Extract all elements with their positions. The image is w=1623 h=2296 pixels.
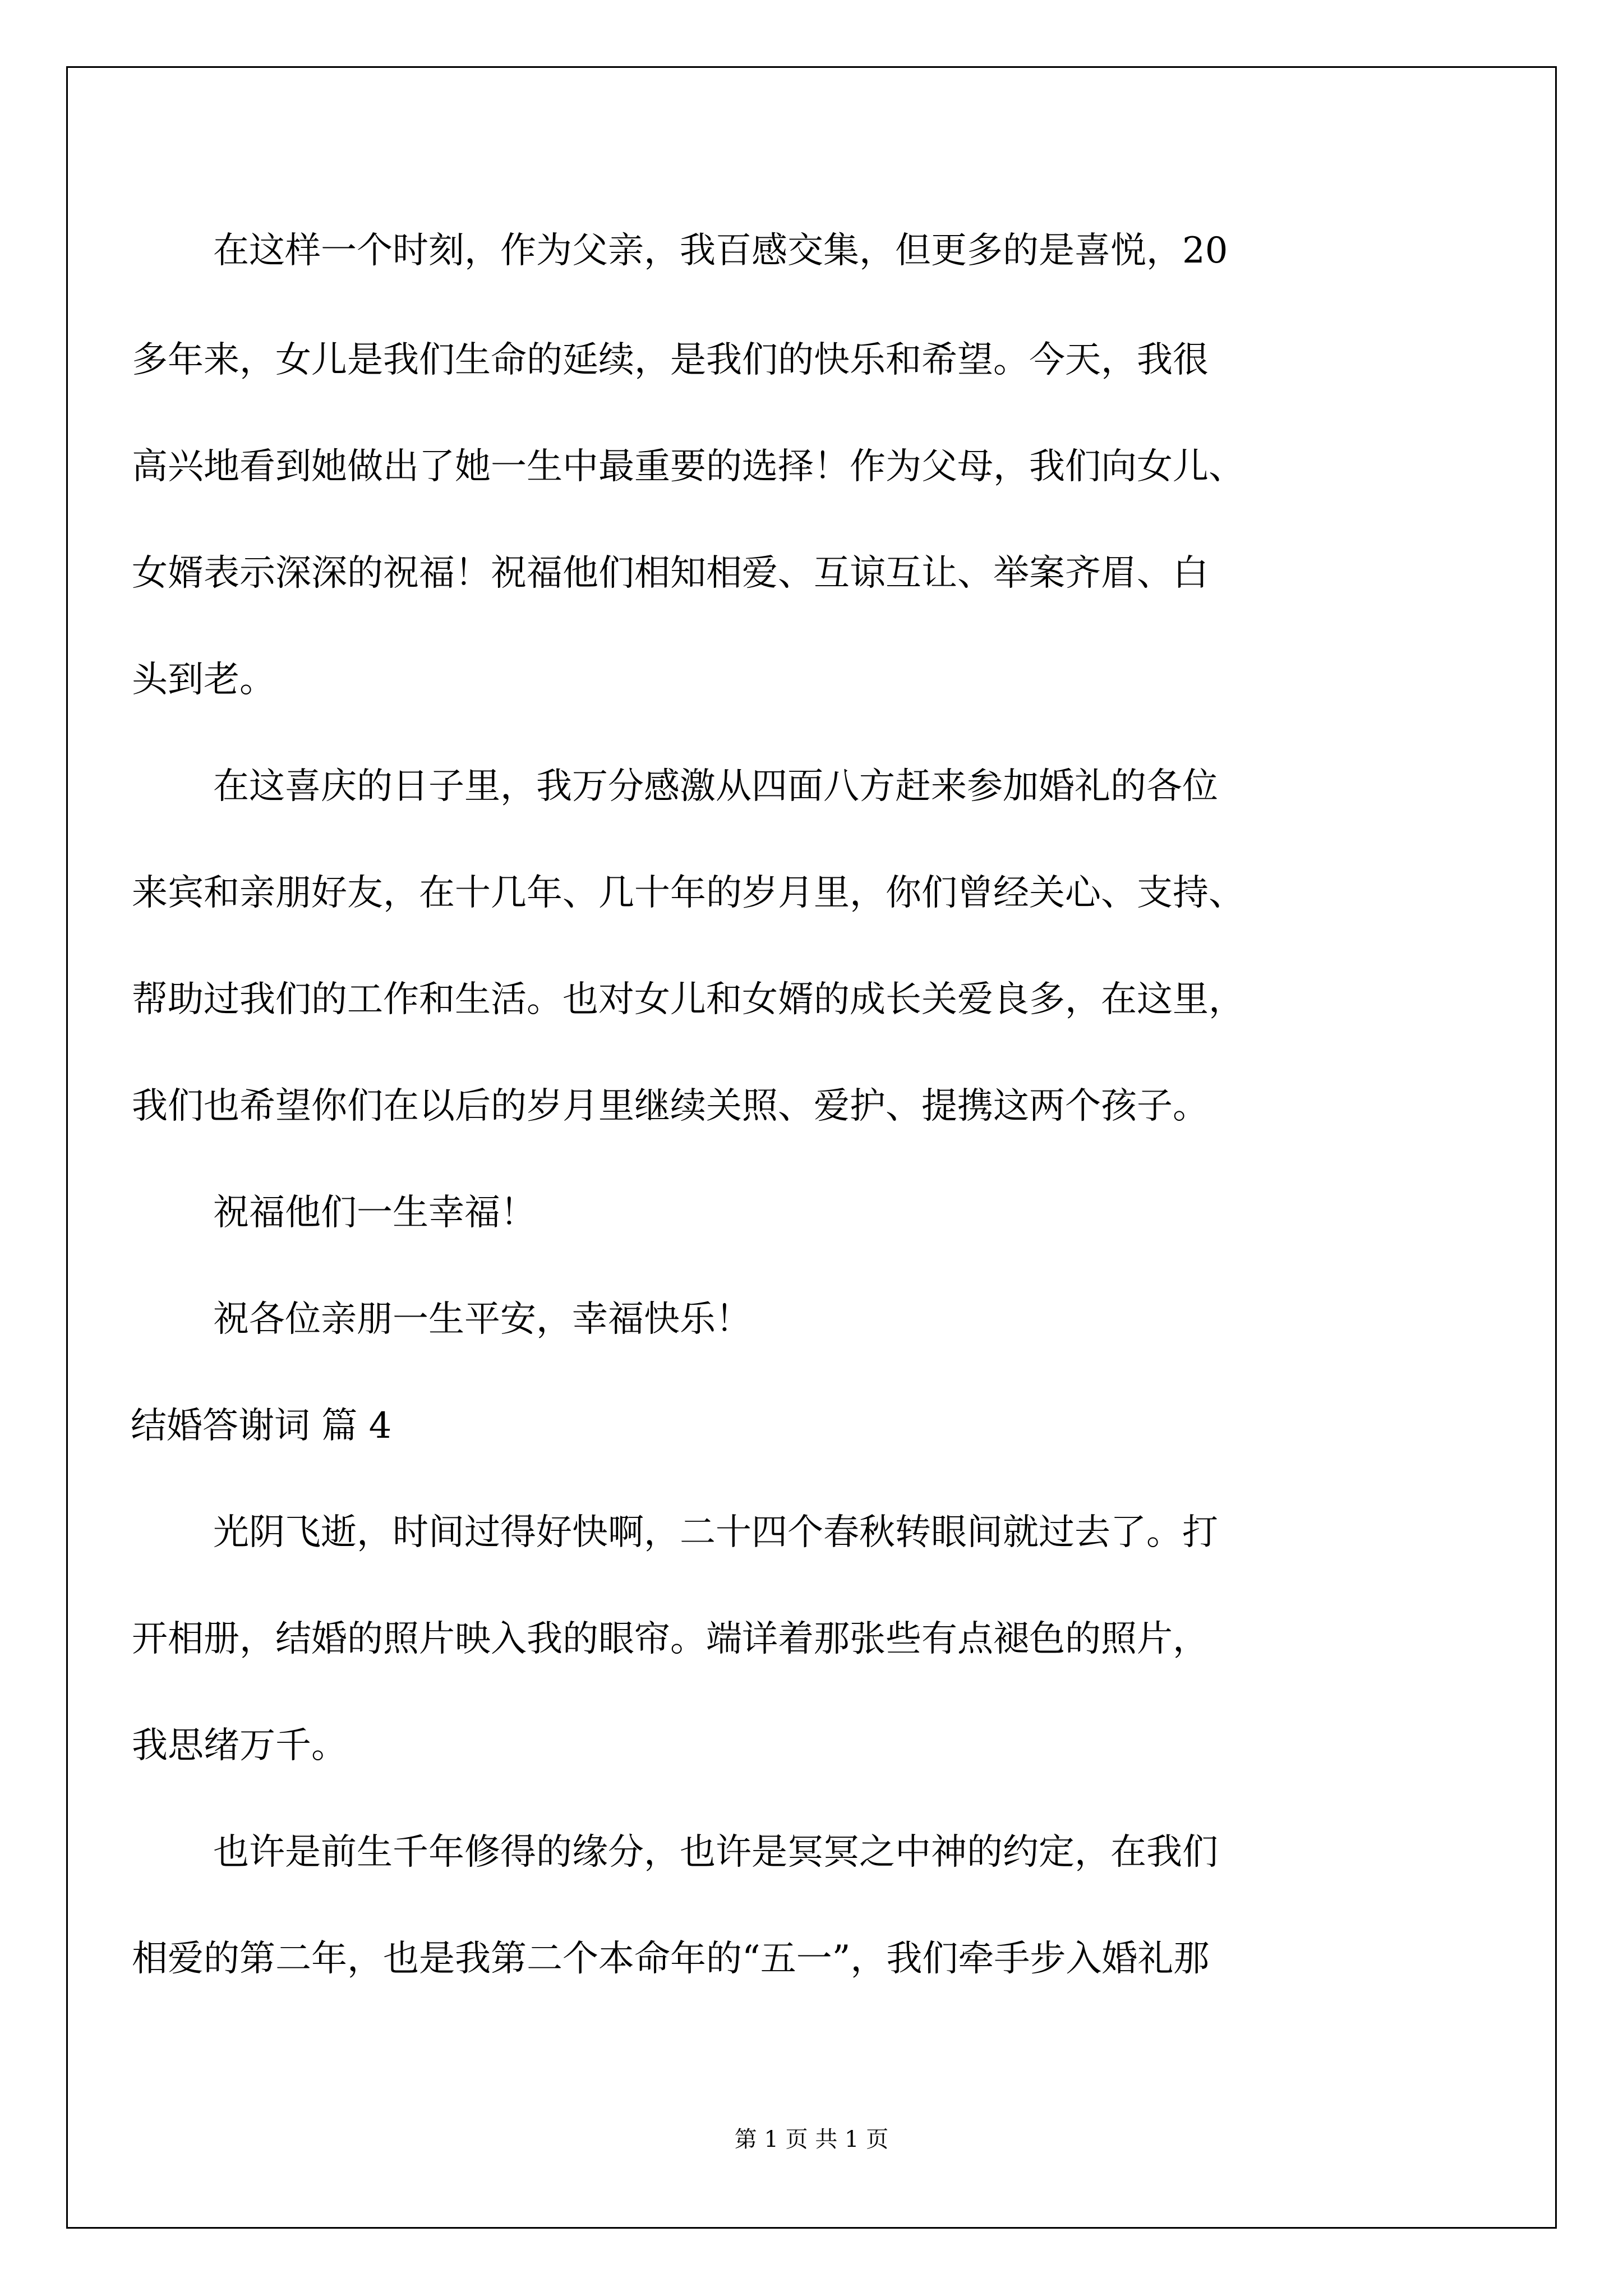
paragraph-line: 帮助过我们的工作和生活。也对女儿和女婿的成长关爱良多，在这里，: [132, 979, 1244, 1020]
page-border: [66, 66, 1557, 2229]
paragraph-line: 女婿表示深深的祝福！祝福他们相知相爱、互谅互让、举案齐眉、白: [132, 553, 1209, 594]
paragraph-line: 在这喜庆的日子里，我万分感激从四面八方赶来参加婚礼的各位: [213, 766, 1218, 807]
paragraph-line: 祝福他们一生幸福！: [213, 1192, 536, 1234]
paragraph-line: 光阴飞逝，时间过得好快啊，二十四个春秋转眼间就过去了。打: [213, 1512, 1218, 1553]
paragraph-line: 祝各位亲朋一生平安，幸福快乐！: [213, 1299, 751, 1340]
paragraph-line: 我们也希望你们在以后的岁月里继续关照、爱护、提携这两个孩子。: [132, 1085, 1209, 1127]
paragraph-line: 在这样一个时刻，作为父亲，我百感交集，但更多的是喜悦，20: [213, 230, 1228, 272]
paragraph-line: 相爱的第二年，也是我第二个本命年的“五一”，我们牵手步入婚礼那: [132, 1938, 1210, 1980]
paragraph-line: 多年来，女儿是我们生命的延续，是我们的快乐和希望。今天，我很: [132, 339, 1209, 381]
paragraph-line: 也许是前生千年修得的缘分，也许是冥冥之中神的约定，在我们: [213, 1832, 1218, 1873]
paragraph-line: 来宾和亲朋好友，在十几年、几十年的岁月里，你们曾经关心、支持、: [132, 872, 1244, 914]
paragraph-line: 高兴地看到她做出了她一生中最重要的选择！作为父母，我们向女儿、: [132, 446, 1244, 487]
paragraph-line: 头到老。: [132, 659, 275, 701]
paragraph-line: 开相册，结婚的照片映入我的眼帘。端详着那张些有点褪色的照片，: [132, 1618, 1209, 1660]
section-heading: 结婚答谢词 篇 4: [131, 1405, 392, 1447]
paragraph-line: 我思绪万千。: [132, 1725, 347, 1766]
page-footer: 第 1 页 共 1 页: [734, 2127, 889, 2152]
